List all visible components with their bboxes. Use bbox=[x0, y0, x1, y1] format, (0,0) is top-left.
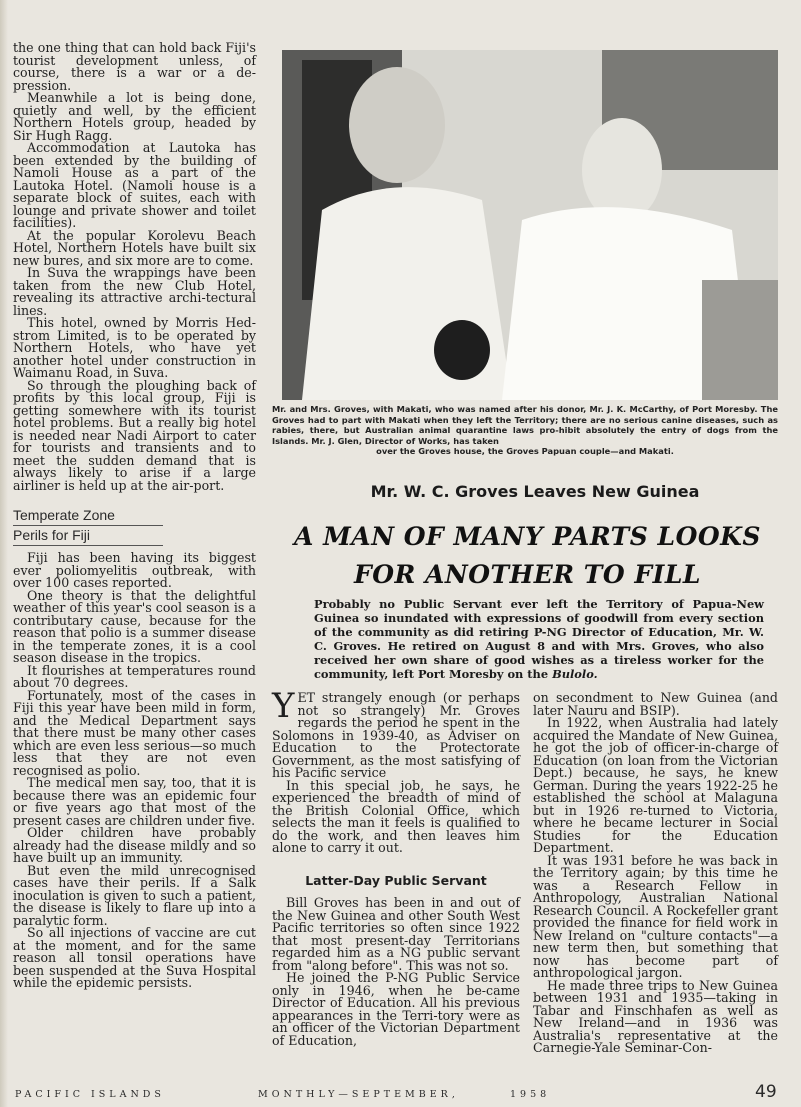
right-paragraph: on secondment to New Guinea (and later Nauru and BSIP). bbox=[533, 690, 778, 718]
right-paragraph: In 1922, when Australia had lately acquired the Mandate of New Guinea, he got the job of officer-in-charge of Education (on loan from the Victorian Dept.) because, he says, he knew German. During the years 1922-25 he established the school at Malaguna but in 1926 re-turned to Victoria, where he became lecturer in Social Studies for the Education Department. bbox=[533, 715, 778, 855]
mid-paragraph: Bill Groves has been in and out of the New Guinea and other South West Pacific territories so often since 1922 that most present-day Territorians regarded him as a NG public servant from "along before". This was not so. bbox=[272, 895, 520, 973]
footer-issue: MONTHLY—SEPTEMBER, bbox=[258, 1089, 459, 1100]
story-standfirst bbox=[314, 597, 764, 681]
right-column bbox=[533, 692, 778, 1055]
footer-year: 1958 bbox=[510, 1089, 551, 1100]
left-paragraph: Accommodation at Lautoka has been extended by the building of Namoli House as a part of the Lautoka Hotel. (Namoli house is a separate block of suites, each with lounge and private shower and toilet facilities). bbox=[13, 140, 256, 230]
left-paragraph: It flourishes at temperatures round about 70 degrees. bbox=[13, 662, 256, 690]
mid-paragraph: He joined the P-NG Public Service only in 1946, when he be-came Director of Education. All his previous appearances in the Terri-tory were as an officer of the Victorian Department of Education, bbox=[272, 970, 520, 1048]
left-paragraph: In Suva the wrappings have been taken from the new Club Hotel, revealing its attractive archi-tectural lines. bbox=[13, 265, 256, 318]
caption-last-line: over the Groves house, the Groves Papuan couple—and Makati. bbox=[376, 446, 674, 457]
section-subheading bbox=[13, 506, 256, 546]
photo-caption bbox=[272, 404, 778, 457]
left-paragraph: Fiji has been having its biggest ever poliomyelitis outbreak, with over 100 cases reported. bbox=[13, 550, 256, 590]
caption-text: Mr. and Mrs. Groves, with Makati, who was named after his donor, Mr. J. K. McCarthy, of Port Moresby. The Groves had to part with Makati when they left the Territory; there are no serious canine diseases, such as rabies, there, but Australian animal quarantine laws pro-hibit absolutely the entry of dogs from the Islands. Mr. J. Glen, Director of Works, has taken bbox=[272, 404, 778, 446]
page-edge bbox=[0, 0, 8, 1107]
left-paragraph: Meanwhile a lot is being done, quietly and well, by the efficient Northern Hotels group, headed by Sir Hugh Ragg. bbox=[13, 90, 256, 143]
left-paragraph: Older children have probably already had the disease mildly and so have built up an immunity. bbox=[13, 825, 256, 865]
middle-column bbox=[272, 686, 520, 1048]
left-paragraph: The medical men say, too, that it is because there was an epidemic four or five years ago that most of the present cases are children under five. bbox=[13, 775, 256, 828]
left-paragraph: At the popular Korolevu Beach Hotel, Northern Hotels have built six new bures, and six more are to come. bbox=[13, 227, 256, 268]
standfirst-text: Probably no Public Servant ever left the Territory of Papua-New Guinea so inundated with expressions of goodwill from every section of the community as did retiring P-NG Director of Education, Mr. W. C. Groves. He retired on August 8 and with Mrs. Groves, who also received her own share of good wishes as a tireless worker for the community, left Port Moresby on the bbox=[314, 597, 764, 681]
left-paragraph: So through the ploughing back of profits by this local group, Fiji is getting somewhere with its tourist hotel problems. But a really big hotel is needed near Nadi Airport to cater for tourists and transients and to meet the sudden demand that is always likely to arise if a large airliner is held up at the air-port. bbox=[13, 377, 256, 493]
left-paragraph: One theory is that the delightful weather of this year's cool season is a contributary cause, because for the reason that polio is a summer disease in the temperate zones, it is a cool season disease in the tropics. bbox=[13, 587, 256, 665]
headline-line-1: A MAN OF MANY PARTS LOOKS bbox=[294, 522, 761, 551]
mid-paragraph: In this special job, he says, he experienced the breadth of mind of the British Colonial Office, which selects the man it feels is qualified to do the work, and then leaves him alone to carry it out. bbox=[272, 777, 520, 855]
mid-first-text: ET strangely enough (or perhaps not so strangely) Mr. Groves regards the period he spent in the Solomons in 1939-40, as Adviser on Education to the Protectorate Government, as the most satisfying of his Pacific service bbox=[272, 690, 520, 780]
left-paragraph: This hotel, owned by Morris Hed-strom Limited, is to be operated by Northern Hotels, who have yet another hotel under construction in Waimanu Road, in Suva. bbox=[13, 315, 256, 380]
left-paragraph: So all injections of vaccine are cut at the moment, and for the same reason all tonsil operations have been suspended at the Suva Hospital while the epidemic persists. bbox=[13, 925, 256, 990]
drop-cap: Y bbox=[272, 686, 295, 726]
story-kicker: Mr. W. C. Groves Leaves New Guinea bbox=[370, 482, 700, 501]
groves-photo bbox=[282, 50, 778, 400]
left-paragraph: But even the mild unrecognised cases have their perils. If a Salk inoculation is given to such a patient, the disease is likely to flare up into a paralytic form. bbox=[13, 862, 256, 928]
left-paragraph: Fortunately, most of the cases in Fiji this year have been mild in form, and the Medical Department says that there must be many other cases which are even less serious—so much less that they are not even recognised as polio. bbox=[13, 687, 256, 778]
mid-subheading: Latter-Day Public Servant bbox=[305, 872, 487, 888]
footer-publication: PACIFIC ISLANDS bbox=[15, 1089, 165, 1100]
standfirst-ship-name: Bulolo. bbox=[552, 667, 598, 681]
subheading-line-2: Perils for Fiji bbox=[13, 526, 163, 546]
right-paragraph: He made three trips to New Guinea between 1931 and 1935—taking in Tabar and Finschhafen as well as New Ireland—and in 1936 was Australia's representative at the Carnegie-Yale Seminar-Con- bbox=[533, 977, 778, 1055]
headline-line-2: FOR ANOTHER TO FILL bbox=[354, 560, 701, 589]
mid-paragraph bbox=[272, 686, 520, 780]
subheading-line-1: Temperate Zone bbox=[13, 506, 163, 526]
photo-illustration bbox=[282, 50, 778, 400]
right-paragraph: It was 1931 before he was back in the Territory again; by this time he was a Research Fellow in Anthropology, Australian National Research Council. A Rockefeller grant provided the finance for field work in New Ireland on "culture contacts"—a new term then, but something that now has become part of anthropological jargon. bbox=[533, 852, 778, 980]
story-headline bbox=[270, 518, 785, 594]
page-number: 49 bbox=[755, 1082, 777, 1102]
left-column bbox=[13, 42, 256, 990]
left-paragraph: the one thing that can hold back Fiji's tourist development unless, of course, there is a war or a de-pression. bbox=[13, 40, 256, 93]
